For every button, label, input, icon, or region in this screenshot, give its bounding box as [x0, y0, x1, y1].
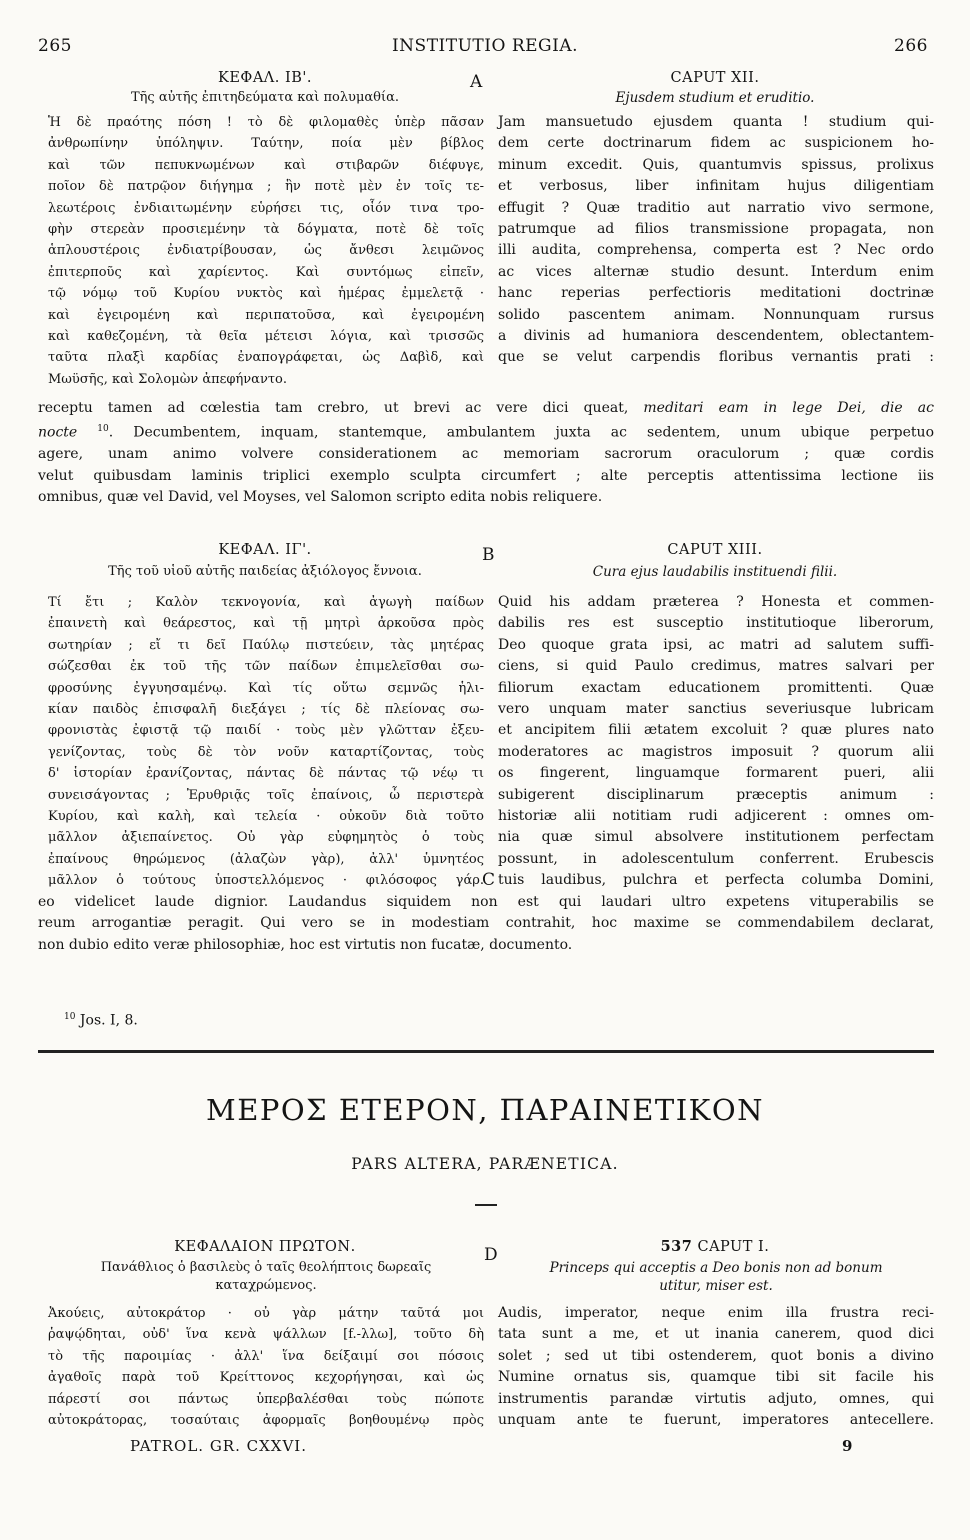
latin-line: historiæ alii notitiam rudi adjicerent : omnes om- — [498, 808, 934, 825]
latin-line: dabilis res est susceptio institutioque liberorum, — [498, 615, 934, 632]
latin-line: Jam mansuetudo ejusdem quanta ! studium qui- — [498, 114, 934, 130]
latin-line: dem certe doctrinarum fidem ac suspicionem ho- — [498, 135, 934, 152]
latin-line: tata sunt a me, et ut inania canerem, quod dici — [498, 1326, 934, 1343]
greek-line: Τί ἔτι ; Καλὸν τεκνογονία, καὶ ἀγωγὴ παίδων — [48, 595, 484, 610]
greek-line: Κυρίου, καὶ καλὴ, καὶ τελεία · οὐκοῦν διὰ τοῦτο — [48, 809, 484, 825]
greek-line: μᾶλλον ἀξιεπαίνετος. Οὐ γὰρ εὐφημητὸς ὁ τοὺς — [48, 830, 484, 846]
signature-number: 9 — [842, 1437, 853, 1455]
greek-line: ἐπαίνους θηρώμενος (ἀλαζὼν γὰρ), ἀλλ' ὑμνητέος — [48, 851, 484, 867]
latin-line: a divinis ad humaniora descendentem, oblectantem- — [498, 328, 934, 345]
greek-chapter-subtitle: Τῆς αὐτῆς ἐπιτηδεύματα καὶ πολυμαθία. — [130, 90, 400, 105]
part-subtitle: PARS ALTERA, PARÆNETICA. — [351, 1155, 619, 1173]
latin-line: Numine ornatus sis, quamque tibi sit facile his — [498, 1369, 934, 1386]
margin-marker-b: B — [482, 545, 495, 565]
latin-line: subigerent disciplinarum præceptis animum : — [498, 786, 934, 803]
greek-line: συνεισάγοντας ; Ἐρυθριᾷς τοῖς ἐπαίνοις, ὦ περιστερὰ — [48, 787, 484, 803]
greek-line: ἀνθρωπίνην ὑπόληψιν. Ταύτην, ποία μὲν βίβλος — [48, 136, 484, 152]
latin-line: et verbosus, liber infinitam hujus diligentiam — [498, 178, 934, 195]
greek-chapter-subtitle: Πανάθλιος ὁ βασιλεὺς ὁ ταῖς θεολήπτοις δωρεαῖς καταχρώμενος. — [100, 1260, 432, 1293]
greek-line: λεωτέροις ἐνδιαιτωμένην εὑρήσει τις, οἷόν τινα τρο- — [48, 200, 484, 216]
latin-line: filiorum exactam educationem promittenti. Quæ — [498, 679, 934, 696]
greek-line: φροσύνης ἐγγυησαμένῳ. Καὶ τίς οὕτω σεμνῶς ἡλι- — [48, 680, 484, 696]
page-number-right: 266 — [894, 36, 928, 56]
greek-line: ποῖον δὲ πατρῷον διήγημα ; ἣν ποτὲ μὲν ἐν τοῖς τε- — [48, 179, 484, 195]
short-rule — [475, 1204, 497, 1206]
page-number-left: 265 — [38, 36, 72, 56]
greek-text-column — [48, 112, 484, 390]
footnote-number: 10 — [64, 1012, 76, 1022]
greek-line: ἐπαινετὴ καὶ θεάρεστος, καὶ τῇ μητρὶ ἀρκοῦσα πρὸς — [48, 616, 484, 632]
footnote-reference: 10 — [97, 424, 109, 435]
latin-line: tuis laudibus, pulchra et perfecta columba Domini, — [498, 872, 934, 888]
latin-text-column — [498, 592, 934, 870]
latin-line: velut quibusdam laminis triplici exemplo sculpta circumfert ; alte perceptis attentissima lectione iis — [38, 467, 934, 484]
latin-line: Audis, imperator, neque enim illa frustra reci- — [498, 1305, 934, 1321]
margin-marker-c: C — [482, 870, 496, 890]
latin-line: ciens, si quid Paulo credimus, matres salvari per — [498, 658, 934, 675]
latin-line: instrumentis parandæ virtutis adjuto, omnes, qui — [498, 1390, 934, 1407]
latin-text-column — [498, 870, 934, 891]
latin-text-column — [498, 1303, 934, 1431]
latin-line: agere, unam animo volvere considerationem ac memoriam sacrorum oraculorum ; quæ cordis — [38, 446, 934, 463]
latin-line: eo videlicet laude dignior. Laudandus siquidem non est qui laudari ultro expetens vituperabilis se — [38, 894, 934, 910]
latin-line: ac vices alternæ studio desunt. Interdum enim — [498, 263, 934, 280]
greek-line: Μωϋσῆς, καὶ Σολομὼν ἀπεφήναντο. — [48, 371, 288, 387]
latin-line: et ancipitem filii ætatem excoluit ? quæ plures nato — [498, 722, 934, 739]
latin-chapter-heading: 537 CAPUT I. — [660, 1238, 770, 1255]
greek-line: Ἀκούεις, αὐτοκράτορ · οὐ γὰρ μάτην ταῦτά μοι — [48, 1306, 484, 1321]
greek-line: ἀγαθοῖς παρὰ τοῦ Κρείττονος κεχορήγησαι, καὶ ὡς — [48, 1370, 484, 1386]
latin-chapter-heading: CAPUT XIII. — [667, 542, 763, 558]
latin-line: moderatores ac magistros imposuit ? quorum alii — [498, 743, 934, 760]
footnote — [64, 1012, 138, 1029]
latin-line: solet ; sed ut tibi ostenderem, quot bonis a divino — [498, 1347, 934, 1364]
latin-line: que se velut carpendis floribus vernantis prati : — [498, 349, 934, 366]
section-divider — [38, 1050, 934, 1053]
latin-line: omnibus, quæ vel David, vel Moyses, vel Salomon scripto edita nobis reliquere. — [38, 489, 603, 506]
latin-line: non dubio edito veræ philosophiæ, hoc est virtutis non fucatæ, documento. — [38, 936, 573, 953]
greek-line: φὴν στερεὰν προσιεμένην τὰ δόγματα, ποτὲ δὲ τοῖς — [48, 222, 484, 238]
latin-line: minum excedit. Quis, quantumvis spissus, prolixus — [498, 156, 934, 173]
latin-chapter-heading: CAPUT XII. — [670, 70, 760, 86]
latin-line: nocte $^{10}$. Decumbentem, inquam, stantemque, ambulantem juxta ac sedentem, unum ubique perpetuo — [38, 424, 934, 442]
latin-full-width-continuation — [38, 398, 934, 509]
latin-line: os fingerent, linguamque formarent pueri, alii — [498, 765, 934, 782]
footnote-text: Jos. I, 8. — [79, 1012, 138, 1029]
greek-line: κίαν παιδὸς ἐπισφαλῆ διεξάγει ; τίς δὲ πλείονας σω- — [48, 702, 484, 718]
part-title: ΜΕΡΟΣ ΕΤΕΡΟΝ, ΠΑΡΑΙΝΕΤΙΚΟΝ — [206, 1093, 764, 1127]
latin-line: nia quæ simul absolvere institutionem perfectam — [498, 829, 934, 846]
greek-line: πάρεστί σοι πάντως ὑπερβαλέσθαι τοὺς πώποτε — [48, 1391, 484, 1407]
signature-mark: PATROL. GR. CXXVI. — [130, 1437, 307, 1455]
running-title: INSTITUTIO REGIA. — [391, 36, 579, 56]
greek-line: ταῦτα πλαξὶ καρδίας ἐναπογράφεται, ὡς Δαβὶδ, καὶ — [48, 350, 484, 366]
latin-line: reum arrogantiæ peragit. Qui vero se in modestiam contrahit, hoc maxime se commendabilem declarat, — [38, 915, 934, 932]
latin-line: receptu tamen ad cœlestia tam crebro, ut brevi ac vere dici queat, meditari eam in lege Dei, die ac — [38, 400, 934, 416]
greek-chapter-heading: ΚΕΦΑΛ. ΙΒ'. — [218, 70, 312, 86]
greek-line: αὐτοκράτορας, τοσαύταις ἀφορμαῖς βοηθουμένῳ πρὸς — [48, 1413, 484, 1429]
latin-line: Quid his addam præterea ? Honesta et commen- — [498, 594, 934, 610]
latin-line: effugit ? Quæ traditio aut narratio vivo sermone, — [498, 199, 934, 216]
latin-chapter-subtitle: Ejusdem studium et eruditio. — [615, 90, 815, 106]
latin-line: vero unquam mater sanctius severiusque lubricam — [498, 701, 934, 718]
latin-chapter-subtitle: Cura ejus laudabilis instituendi filii. — [592, 564, 838, 580]
greek-text-column — [48, 592, 484, 892]
greek-line: γενίζοντας, τοὺς δὲ τὸν νοῦν καταρτίζοντας, τοὺς — [48, 744, 484, 760]
greek-line: φρονιστὰς ἐφιστᾷ τῷ παιδί · τοὺς μὲν γλῶτταν ἐξευ- — [48, 723, 484, 739]
margin-marker-a: A — [470, 72, 483, 92]
column-number: 537 — [660, 1238, 693, 1255]
greek-chapter-heading: ΚΕΦΑΛΑΙΟΝ ΠΡΩΤΟΝ. — [174, 1239, 356, 1255]
greek-line: καὶ τῶν πεπυκνωμένων καὶ στιβαρῶν διέφυγε, — [48, 157, 484, 173]
greek-line: σώζεσθαι ἐκ τοῦ τῆς τῶν παίδων ἐπιμελεῖσθαι σω- — [48, 659, 484, 675]
greek-line: ῥαψῴδηται, οὐδ' ἵνα κενὰ ψάλλων [f.-λλω], τοῦτο δὴ — [48, 1327, 484, 1343]
greek-line: τῷ νόμῳ τοῦ Κυρίου νυκτὸς καὶ ἡμέρας ἐμμελετᾷ · — [48, 286, 484, 302]
latin-full-width-continuation — [38, 892, 934, 956]
latin-line: Deo quoque grata ipsi, ac matri ad salutem suffi- — [498, 636, 934, 653]
latin-line: patrumque ad filios transmissione propagata, non — [498, 221, 934, 238]
greek-line: καὶ ἐγειρομένη καὶ περιπατοῦσα, καὶ ἐγειρομένη — [48, 307, 484, 323]
margin-marker-d: D — [484, 1245, 498, 1265]
greek-line: ἁπλουστέροις ἐνδιατρίβουσαν, ὡς ἄνθεσι λειμῶνος — [48, 243, 484, 259]
greek-line: Ἡ δὲ πραότης πόση ! τὸ δὲ φιλομαθὲς ὑπὲρ πᾶσαν — [48, 115, 484, 130]
latin-text-column — [498, 112, 934, 369]
latin-line: hanc reperias perfectioris meditationi doctrinæ — [498, 285, 934, 302]
latin-line: unquam ante te fuerunt, imperatores antecellere. — [498, 1412, 934, 1429]
greek-line: μᾶλλον ὁ τούτους ὑποστελλόμενος · φιλόσοφος γάρ. — [48, 873, 484, 889]
greek-text-column — [48, 1303, 484, 1431]
greek-chapter-subtitle: Τῆς τοῦ υἱοῦ αὐτῆς παιδείας ἀξιόλογος ἔννοια. — [108, 564, 422, 579]
greek-line: καὶ καθεζομένη, τὰ θεῖα μέτεισι λόγια, καὶ τρισσῶς — [48, 329, 484, 345]
greek-chapter-heading: ΚΕΦΑΛ. ΙΓ'. — [218, 542, 312, 558]
greek-line: τὸ τῆς παροιμίας · ἀλλ' ἵνα δείξαιμί σοι πόσοις — [48, 1348, 484, 1364]
greek-line: σωτηρίαν ; εἴ τι δεῖ Παύλῳ πιστεύειν, τὰς μητέρας — [48, 637, 484, 653]
greek-line: δ' ἱστορίαν ἐρανίζοντας, πάντας δὲ πάντας τῷ νέῳ τι — [48, 766, 484, 782]
greek-line: ἐπιτερποῦς καὶ χαρίεντος. Καὶ συντόμως εἰπεῖν, — [48, 264, 484, 280]
latin-line: possunt, in adolescentulum conferrent. Erubescis — [498, 850, 934, 867]
latin-chapter-subtitle: Princeps qui acceptis a Deo bonis non ad bonum utitur, miser est. — [549, 1260, 883, 1294]
latin-line: solido pascentem animam. Nonnunquam rursus — [498, 306, 934, 323]
latin-line: illi audita, comprehensa, comperta est ? Nec ordo — [498, 242, 934, 259]
